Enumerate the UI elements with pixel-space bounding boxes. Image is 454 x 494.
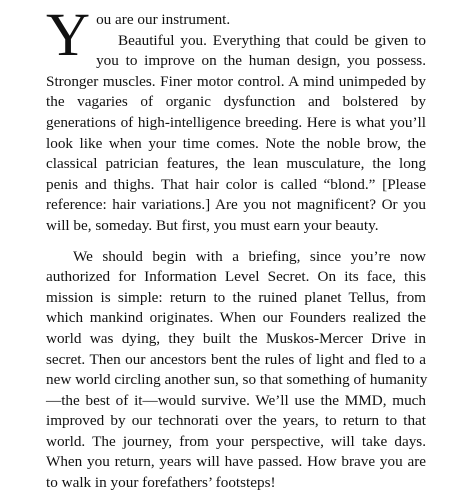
text-line: authorized for Information Level Secret. On its face, this xyxy=(46,268,426,286)
text-line: reference: hair variations.] Are you not magnificent? Or you xyxy=(46,196,426,214)
text-line: classical patrician features, the lean musculature, the long xyxy=(46,155,426,173)
text-line: We should begin with a briefing, since you’re now xyxy=(73,247,426,265)
text-line: you to improve on the human design, you possess. xyxy=(96,52,426,70)
text-line: ou are our instrument. xyxy=(96,11,231,28)
text-line: Stronger muscles. Finer motor control. A mind unimpeded by xyxy=(46,72,426,90)
text-line: look like when your time comes. Note the noble brow, the xyxy=(46,134,426,152)
text-line: secret. Then our ancestors bent the rules of light and fled to a xyxy=(46,350,426,368)
text-line: mission is simple: return to the ruined planet Tellus, from xyxy=(46,288,426,306)
text-line: to walk in your forefathers’ footsteps! xyxy=(46,474,276,492)
text-line: —the best of it—would survive. We’ll use the MMD, much xyxy=(46,391,426,409)
text-line: which mankind originates. When our Founders realized the xyxy=(46,309,426,327)
paragraph-spacer xyxy=(46,237,426,247)
text-line: will be, someday. But first, you must earn your beauty. xyxy=(46,216,379,234)
text-line: the vagaries of organic dysfunction and bolstered by xyxy=(46,93,426,111)
text-line: world. The journey, from your perspective, will take days. xyxy=(46,432,426,450)
text-line: Beautiful you. Everything that could be given to xyxy=(118,31,426,49)
text-line: improved by our technorati over the years, to return to that xyxy=(46,412,426,430)
drop-cap: Y xyxy=(46,2,91,69)
text-line: generations of high-intelligence breeding. Here is what you’ll xyxy=(46,113,426,131)
document-page xyxy=(46,2,428,494)
text-line: When you return, years will have passed. How brave you are xyxy=(46,453,426,471)
paragraph-2 xyxy=(46,247,426,494)
text-line: new world circling another sun, so that something of humanity xyxy=(46,371,428,389)
paragraph-1 xyxy=(46,2,426,237)
text-line: world was dying, they built the Muskos-Mercer Drive in xyxy=(46,329,426,347)
text-line: penis and thighs. That hair color is called “blond.” [Please xyxy=(46,175,426,193)
